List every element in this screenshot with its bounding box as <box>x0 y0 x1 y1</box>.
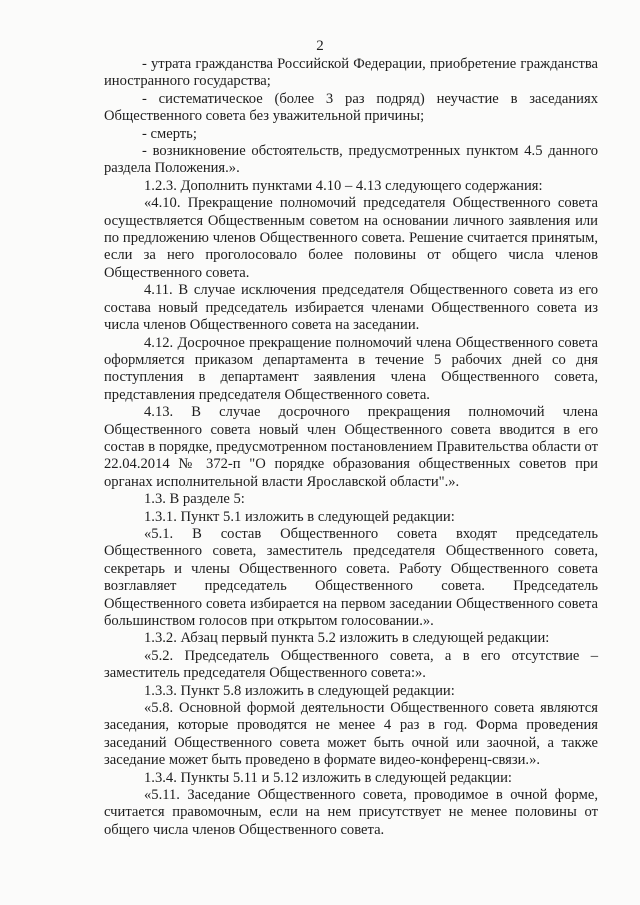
clause-5-8: «5.8. Основной формой деятельности Общественного совета являются заседания, которые проводятся не менее 4 раз в год. Форма проведения заседаний Общественного совета может быть очной или заочной, а также заседание может быть проведено в формате видео-конференц-связи.». <box>104 700 598 769</box>
list-item-citizenship-loss: - утрата гражданства Российской Федерации, приобретение гражданства иностранного государства; <box>104 56 598 90</box>
clause-1-3-1: 1.3.1. Пункт 5.1 изложить в следующей редакции: <box>144 508 455 525</box>
page-number: 2 <box>316 38 324 54</box>
clause-4-10: «4.10. Прекращение полномочий председателя Общественного совета осуществляется Общественным советом на основании личного заявления или по предложению членов Общественного совета. Решение считается принятым, если за него проголосовало более половины от общего числа членов Общественного совета. <box>104 195 598 281</box>
clause-1-3-4: 1.3.4. Пункты 5.11 и 5.12 изложить в следующей редакции: <box>144 769 512 786</box>
clause-1-3-3: 1.3.3. Пункт 5.8 изложить в следующей редакции: <box>144 682 455 699</box>
document-body <box>104 56 598 839</box>
clause-4-12: 4.12. Досрочное прекращение полномочий члена Общественного совета оформляется приказом департамента в течение 5 рабочих дней со дня поступления в департамент заявления члена Общественного совета, представления председателя Общественного совета. <box>104 334 598 403</box>
clause-5-2: «5.2. Председатель Общественного совета, а в его отсутствие – заместитель председателя Общественного совета:». <box>104 647 598 682</box>
list-item-systematic-absence: - систематическое (более 3 раз подряд) неучастие в заседаниях Общественного совета без уважительной причины; <box>104 90 598 125</box>
clause-1-3-2: 1.3.2. Абзац первый пункта 5.2 изложить в следующей редакции: <box>144 630 550 647</box>
clause-1-3: 1.3. В разделе 5: <box>144 491 245 508</box>
clause-4-11: 4.11. В случае исключения председателя Общественного совета из его состава новый председатель избирается членами Общественного совета из числа членов Общественного совета на заседании. <box>104 282 598 334</box>
clause-1-2-3: 1.2.3. Дополнить пунктами 4.10 – 4.13 следующего содержания: <box>144 177 543 194</box>
list-item-circumstances: - возникновение обстоятельств, предусмотренных пунктом 4.5 данного раздела Положения.». <box>104 143 598 177</box>
clause-4-13: 4.13. В случае досрочного прекращения полномочий члена Общественного совета новый член Общественного совета вводится в его состав в порядке, предусмотренном постановлением Правительства области от 22.04.2014 № 372-п "О порядке образования общественных советов при органах исполнительной власти Ярославской области".». <box>104 404 598 490</box>
list-item-death: - смерть; <box>142 125 197 142</box>
clause-5-1: «5.1. В состав Общественного совета входят председатель Общественного совета, заместитель председателя Общественного совета, секретарь и члены Общественного совета. Работу Общественного совета возглавляет председатель Общественного совета. Председатель Общественного совета избирается на первом заседании Общественного совета большинством голосов при открытом голосовании.». <box>104 525 598 629</box>
clause-5-11: «5.11. Заседание Общественного совета, проводимое в очной форме, считается правомочным, если на нем присутствует не менее половины от общего числа членов Общественного совета. <box>104 787 598 838</box>
